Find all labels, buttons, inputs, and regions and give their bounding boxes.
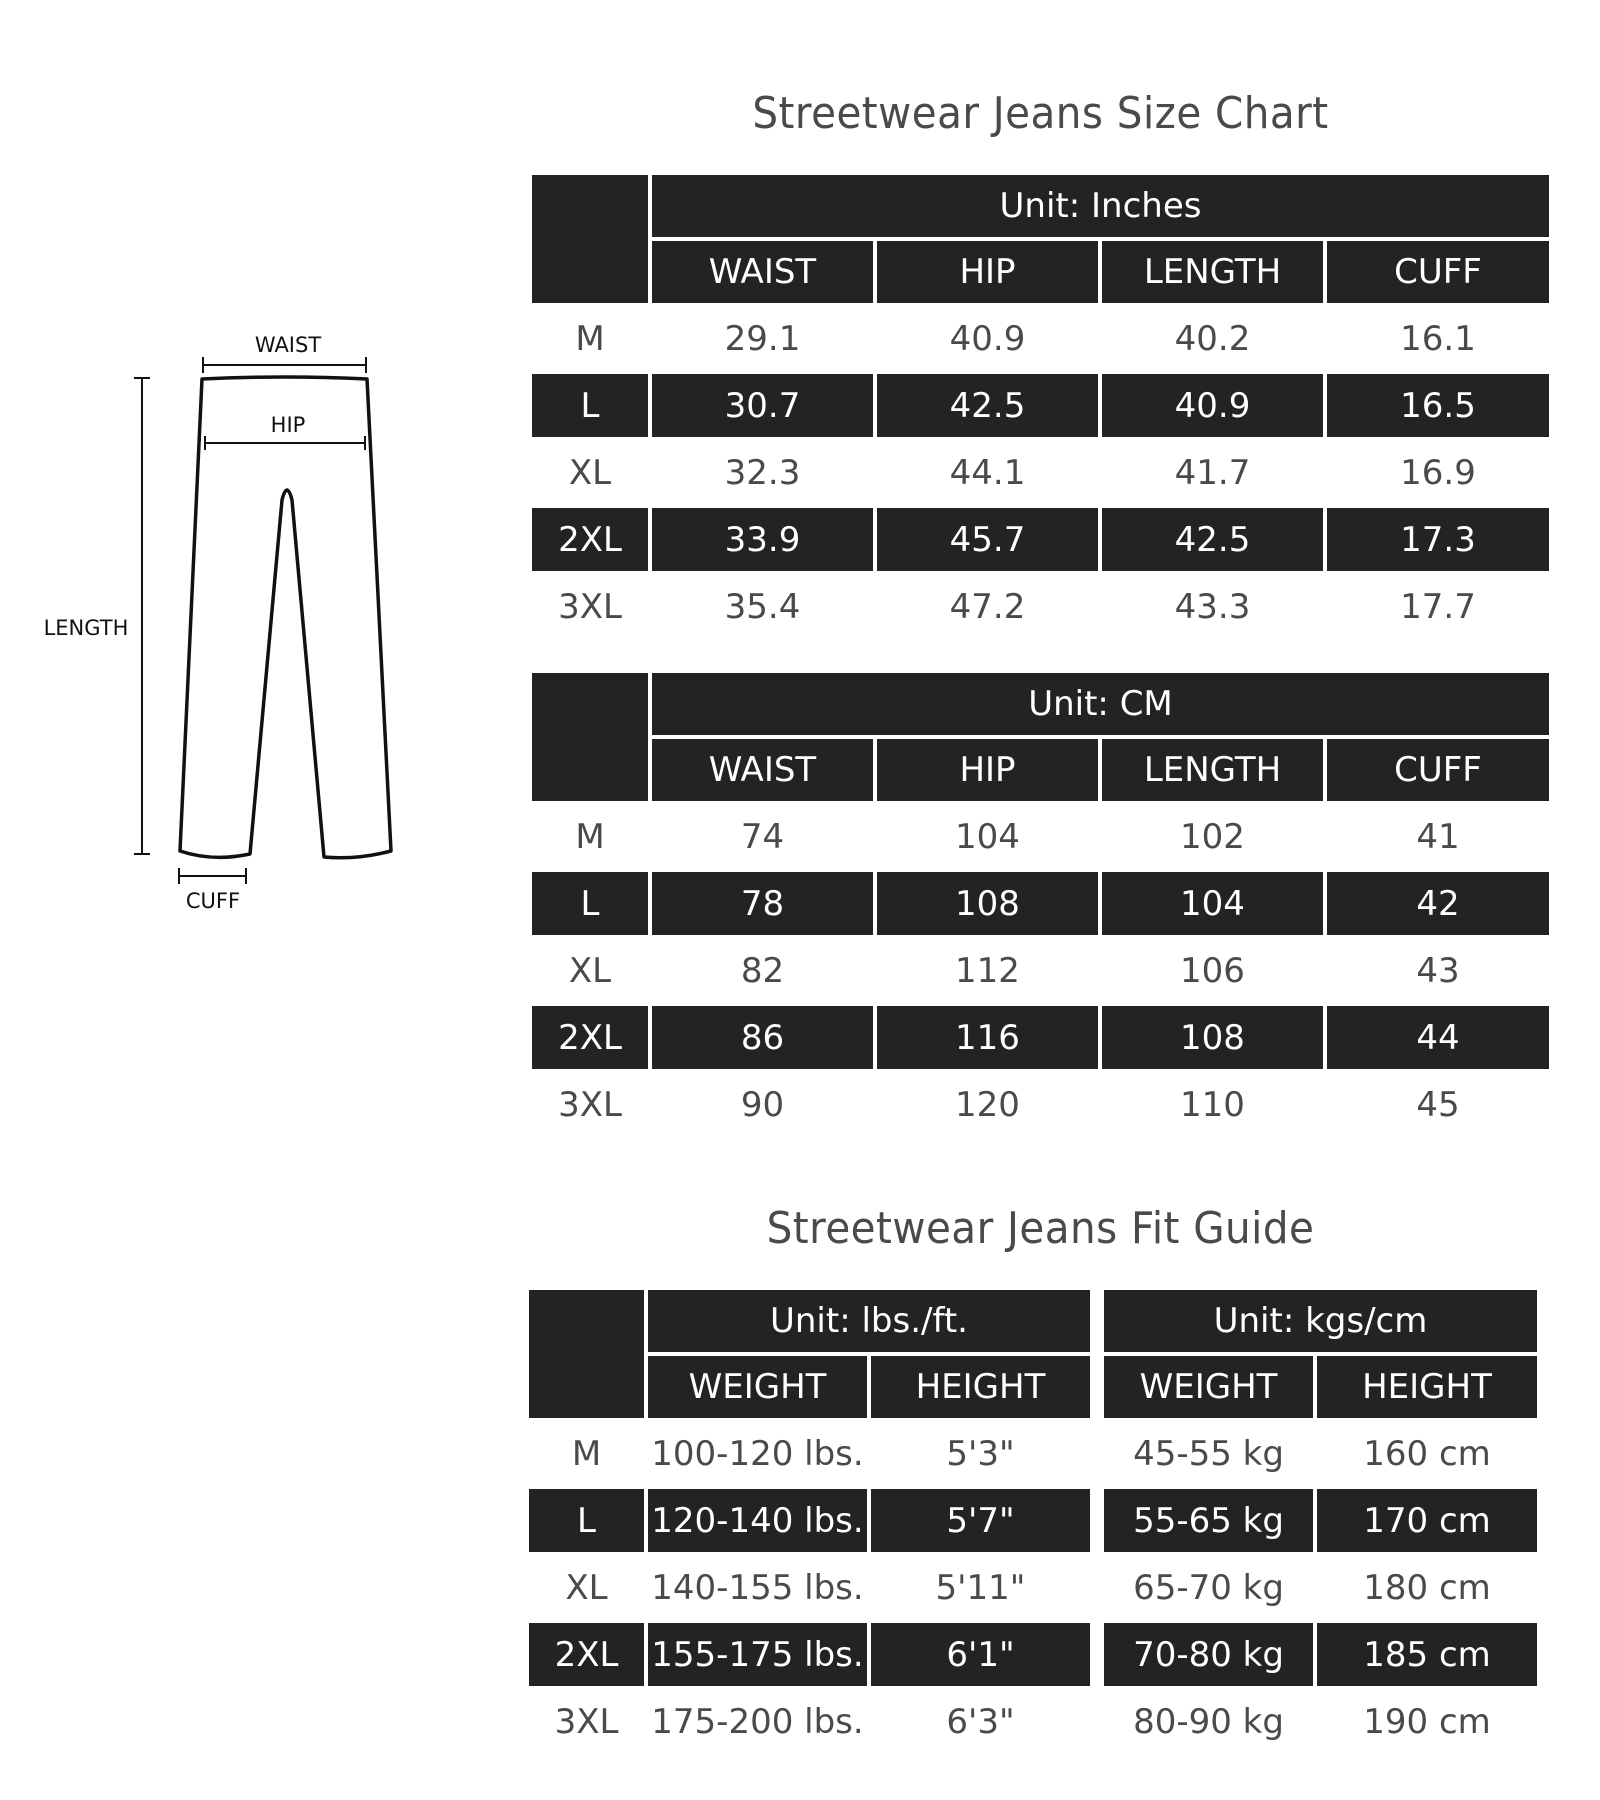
column-header: WAIST: [652, 739, 873, 801]
size-label: 2XL: [532, 508, 648, 571]
table-cell: 112: [955, 950, 1020, 991]
column-header: WEIGHT: [648, 1356, 867, 1418]
table-cell: 82: [740, 950, 785, 991]
table-cell: 44.1: [949, 452, 1026, 493]
fit-guide-title: Streetwear Jeans Fit Guide: [766, 1203, 1315, 1254]
unit-header-metric: Unit: kgs/cm: [1104, 1290, 1537, 1352]
table-cell: 116: [877, 1006, 1098, 1069]
corner-cell: [532, 673, 648, 801]
table-cell: 106: [1180, 950, 1245, 991]
size-label: XL: [565, 1567, 608, 1608]
table-cell: 42: [1327, 872, 1549, 935]
column-header: LENGTH: [1102, 241, 1323, 303]
table-cell: 102: [1180, 816, 1245, 857]
fit-guide-table: [529, 1290, 1553, 1753]
table-cell: 30.7: [652, 374, 873, 437]
table-cell: 44: [1327, 1006, 1549, 1069]
table-cell: 17.3: [1327, 508, 1549, 571]
unit-header-imperial: Unit: lbs./ft.: [648, 1290, 1090, 1352]
column-header: LENGTH: [1102, 739, 1323, 801]
table-cell: 74: [740, 816, 785, 857]
table-cell: 108: [877, 872, 1098, 935]
corner-cell: [529, 1290, 644, 1418]
table-cell: 175-200 lbs.: [651, 1701, 864, 1742]
size-label: 3XL: [558, 586, 622, 627]
table-cell: 185 cm: [1317, 1623, 1537, 1686]
pants-outline: [180, 377, 391, 858]
unit-header: Unit: CM: [652, 673, 1549, 735]
table-cell: 16.5: [1327, 374, 1549, 437]
table-cell: 47.2: [949, 586, 1026, 627]
table-cell: 40.2: [1174, 318, 1251, 359]
length-label: LENGTH: [43, 616, 129, 640]
table-cell: 5'11": [935, 1567, 1026, 1608]
cuff-label: CUFF: [185, 889, 241, 913]
table-cell: 43: [1416, 950, 1460, 991]
table-cell: 40.9: [1102, 374, 1323, 437]
size-label: L: [532, 872, 648, 935]
table-cell: 140-155 lbs.: [651, 1567, 864, 1608]
corner-cell: [532, 175, 648, 303]
unit-header: Unit: Inches: [652, 175, 1549, 237]
table-cell: 33.9: [652, 508, 873, 571]
column-header: HIP: [877, 739, 1098, 801]
table-cell: 104: [1102, 872, 1323, 935]
table-cell: 5'3": [946, 1433, 1015, 1474]
table-cell: 41.7: [1174, 452, 1251, 493]
table-cell: 42.5: [877, 374, 1098, 437]
table-cell: 100-120 lbs.: [651, 1433, 864, 1474]
table-cell: 65-70 kg: [1133, 1567, 1284, 1608]
size-label: M: [575, 816, 605, 857]
table-cell: 40.9: [949, 318, 1026, 359]
table-cell: 155-175 lbs.: [648, 1623, 867, 1686]
size-label: XL: [568, 452, 612, 493]
table-cell: 90: [740, 1084, 785, 1125]
waist-label: WAIST: [254, 333, 322, 357]
column-header: HIP: [877, 241, 1098, 303]
table-cell: 5'7": [871, 1489, 1090, 1552]
table-cell: 16.9: [1400, 452, 1476, 493]
table-cell: 108: [1102, 1006, 1323, 1069]
size-label: L: [532, 374, 648, 437]
table-cell: 78: [652, 872, 873, 935]
table-cell: 86: [652, 1006, 873, 1069]
pants-diagram: [0, 0, 460, 960]
table-cell: 42.5: [1102, 508, 1323, 571]
table-cell: 55-65 kg: [1104, 1489, 1313, 1552]
table-cell: 170 cm: [1317, 1489, 1537, 1552]
table-cell: 16.1: [1400, 318, 1476, 359]
table-cell: 43.3: [1174, 586, 1251, 627]
table-cell: 70-80 kg: [1104, 1623, 1313, 1686]
size-label: 3XL: [558, 1084, 622, 1125]
size-label: 3XL: [554, 1701, 619, 1742]
table-cell: 104: [955, 816, 1020, 857]
size-label: 2XL: [529, 1623, 644, 1686]
hip-label: HIP: [270, 413, 306, 437]
size-table-inches: [532, 175, 1549, 638]
column-header: HEIGHT: [871, 1356, 1090, 1418]
table-cell: 6'3": [946, 1701, 1015, 1742]
table-cell: 6'1": [871, 1623, 1090, 1686]
column-header: CUFF: [1327, 241, 1549, 303]
table-cell: 45: [1416, 1084, 1460, 1125]
size-table-cm: [532, 673, 1549, 1136]
table-cell: 190 cm: [1363, 1701, 1491, 1742]
size-label: M: [571, 1433, 602, 1474]
table-cell: 45-55 kg: [1133, 1433, 1284, 1474]
size-label: M: [575, 318, 605, 359]
table-cell: 17.7: [1400, 586, 1476, 627]
table-cell: 45.7: [877, 508, 1098, 571]
table-cell: 110: [1180, 1084, 1245, 1125]
size-chart-title: Streetwear Jeans Size Chart: [752, 88, 1329, 139]
table-cell: 35.4: [724, 586, 801, 627]
column-header: WAIST: [652, 241, 873, 303]
table-cell: 120-140 lbs.: [648, 1489, 867, 1552]
table-cell: 41: [1416, 816, 1460, 857]
column-header: HEIGHT: [1317, 1356, 1537, 1418]
column-header: CUFF: [1327, 739, 1549, 801]
table-cell: 29.1: [724, 318, 801, 359]
column-header: WEIGHT: [1104, 1356, 1313, 1418]
size-label: 2XL: [532, 1006, 648, 1069]
size-label: L: [529, 1489, 644, 1552]
table-cell: 160 cm: [1363, 1433, 1491, 1474]
table-cell: 80-90 kg: [1133, 1701, 1284, 1742]
table-cell: 32.3: [724, 452, 801, 493]
table-cell: 180 cm: [1363, 1567, 1491, 1608]
table-cell: 120: [955, 1084, 1020, 1125]
size-label: XL: [568, 950, 612, 991]
